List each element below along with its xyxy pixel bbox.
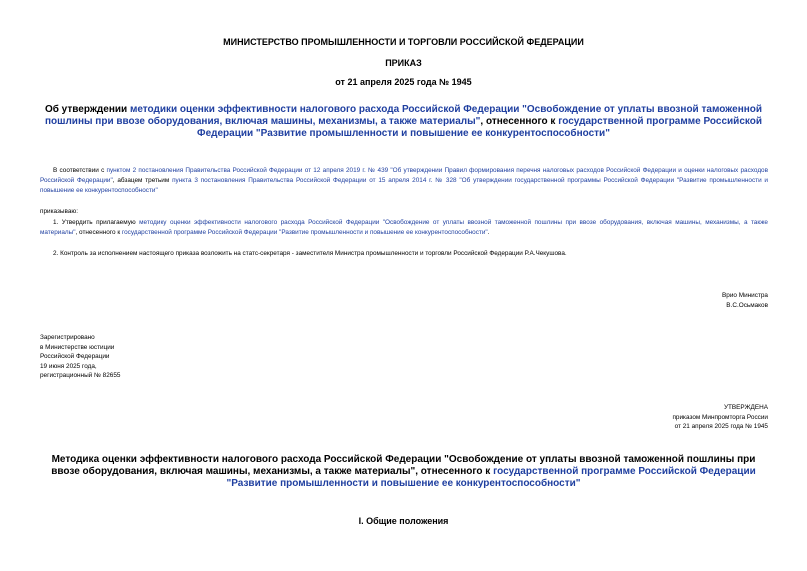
- doc-type-heading: ПРИКАЗ: [385, 58, 422, 68]
- approved-line-2: приказом Минпромторга России: [672, 413, 768, 421]
- approved-line-1: УТВЕРЖДЕНА: [723, 404, 768, 411]
- approved-block: [520, 403, 768, 432]
- order-title-prefix: Об утверждении: [44, 104, 130, 115]
- method-title-text: Методика оценки эффективности налогового расхода Российской Федерации "Освобождение от уплаты ввозной таможенной пошлины при ввозе оборудования, включая машины, механизмы, а также материалы", отнесенного к: [51, 454, 756, 477]
- item-1-text-2: , отнесенного к: [75, 229, 122, 236]
- signature-name: В.С.Осьмаков: [726, 301, 768, 309]
- signature-block: [560, 291, 768, 310]
- preamble-paragraph: [40, 166, 768, 196]
- section-1-heading: I. Общие положения: [358, 516, 449, 526]
- methodology-link[interactable]: методики оценки эффективности налогового расхода Российской Федерации "Освобождение от уплаты ввозной таможенной пошлины при ввозе оборудования, включая машины, механизмы, а также материалы": [44, 104, 763, 127]
- item-1-paragraph: [40, 218, 768, 238]
- item-1-methodology-link[interactable]: методику оценки эффективности налогового расхода Российской Федерации "Освобождение от уплаты ввозной таможенной пошлины при ввозе оборудования, включая машины, механизмы, а также материалы": [40, 219, 768, 236]
- signature-position: Врио Министра: [722, 292, 768, 299]
- registration-line-4: 19 июня 2025 года,: [40, 362, 97, 370]
- resolution-328-link[interactable]: пункта 3 постановления Правительства Российской Федерации от 15 апреля 2014 г. № 328 "Об утверждении государственной программы Российской Федерации "Развитие промышленности и повышение ее конкурентоспособности": [40, 177, 768, 194]
- method-program-link[interactable]: государственной программе Российской Федерации "Развитие промышленности и повышение ее конкурентоспособности": [226, 466, 756, 489]
- order-word: приказываю:: [40, 208, 78, 215]
- registration-line-3: Российской Федерации: [40, 353, 110, 360]
- item-1-text-1: 1. Утвердить прилагаемую: [53, 219, 140, 226]
- item-1-text-3: .: [487, 229, 490, 236]
- registration-block: [40, 333, 290, 381]
- ministry-heading: МИНИСТЕРСТВО ПРОМЫШЛЕННОСТИ И ТОРГОВЛИ РОССИЙСКОЙ ФЕДЕРАЦИИ: [223, 37, 584, 47]
- item-1-program-link[interactable]: государственной программе Российской Федерации "Развитие промышленности и повышение ее конкурентоспособности": [121, 229, 488, 236]
- preamble-text-1: В соответствии с: [53, 167, 107, 174]
- preamble-text-2: , абзацем третьим: [112, 177, 173, 184]
- order-title: [38, 104, 769, 140]
- registration-line-1: Зарегистрировано: [40, 334, 95, 341]
- approved-line-3: от 21 апреля 2025 года № 1945: [674, 423, 768, 430]
- resolution-439-link[interactable]: пунктом 2 постановления Правительства Российской Федерации от 12 апреля 2019 г. № 439 "Об утверждении Правил формирования перечня налоговых расходов Российской Федерации и оценки налоговых расходов Российской Федерации": [40, 167, 769, 184]
- item-2-paragraph: 2. Контроль за исполнением настоящего приказа возложить на статс-секретаря - заместителя Министра промышленности и торговли Российской Федерации Р.А.Чекушова.: [53, 250, 567, 257]
- state-program-link[interactable]: государственной программе Российской Федерации "Развитие промышленности и повышение ее конкурентоспособности": [197, 116, 763, 139]
- date-number: от 21 апреля 2025 года № 1945: [335, 77, 472, 87]
- order-title-middle: , отнесенного к: [480, 116, 559, 127]
- registration-line-5: регистрационный № 82655: [40, 372, 121, 379]
- registration-line-2: в Министерстве юстиции: [40, 343, 115, 351]
- method-title: [38, 454, 769, 490]
